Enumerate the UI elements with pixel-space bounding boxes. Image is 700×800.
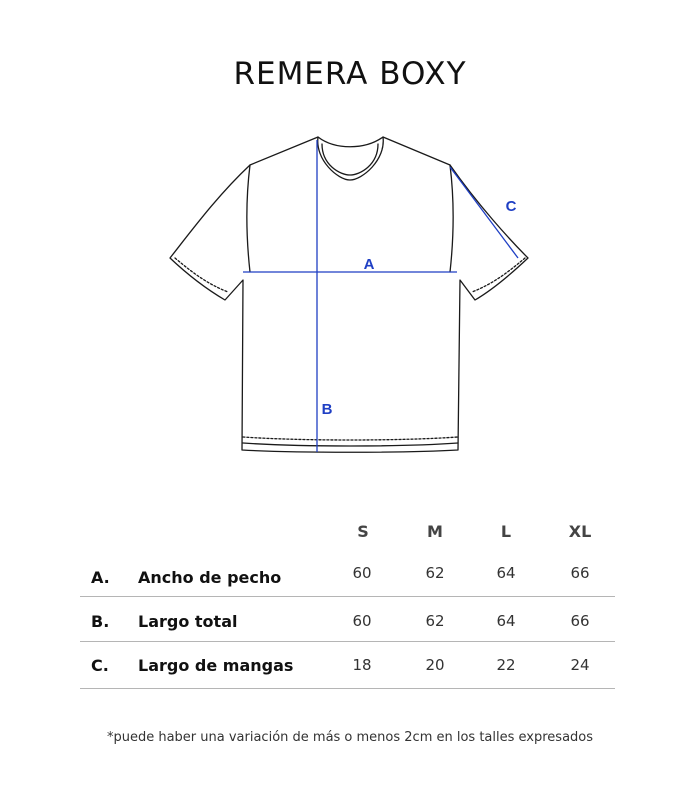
row-value-m: 20 bbox=[425, 656, 445, 674]
row-label: Largo de mangas bbox=[138, 656, 294, 675]
row-value-xl: 24 bbox=[570, 656, 590, 674]
size-header-l: L bbox=[500, 522, 512, 541]
row-label: Largo total bbox=[138, 612, 238, 631]
size-header-s: S bbox=[357, 522, 369, 541]
row-letter: C. bbox=[91, 656, 109, 675]
size-header-xl: XL bbox=[568, 522, 592, 541]
sleeve-hem-left bbox=[175, 258, 228, 292]
row-value-xl: 66 bbox=[570, 612, 590, 630]
measure-label-a: A bbox=[363, 256, 375, 273]
row-value-xl: 66 bbox=[570, 564, 590, 582]
table-row-b bbox=[80, 605, 615, 649]
row-value-m: 62 bbox=[425, 612, 445, 630]
measure-label-c: C bbox=[505, 198, 517, 215]
bottom-hem-line bbox=[243, 443, 458, 446]
row-letter: B. bbox=[91, 612, 110, 631]
row-value-m: 62 bbox=[425, 564, 445, 582]
row-label: Ancho de pecho bbox=[138, 568, 282, 587]
shirt-outline bbox=[170, 137, 528, 452]
measure-label-b: B bbox=[321, 401, 333, 418]
row-value-s: 18 bbox=[352, 656, 372, 674]
row-divider bbox=[80, 596, 615, 597]
row-value-l: 22 bbox=[496, 656, 516, 674]
row-value-s: 60 bbox=[352, 564, 372, 582]
row-divider bbox=[80, 688, 615, 689]
footnote: *puede haber una variación de más o menos 2cm en los talles expresados bbox=[106, 730, 594, 745]
row-value-s: 60 bbox=[352, 612, 372, 630]
row-value-l: 64 bbox=[496, 564, 516, 582]
page-title: REMERA BOXY bbox=[233, 56, 467, 92]
row-divider bbox=[80, 641, 615, 642]
row-letter: A. bbox=[91, 568, 110, 587]
table-row-c bbox=[80, 649, 615, 693]
row-value-l: 64 bbox=[496, 612, 516, 630]
shoulder-seam-left bbox=[247, 165, 250, 272]
bottom-hem-stitch bbox=[243, 437, 458, 440]
collar-outer bbox=[318, 137, 384, 180]
table-row-a bbox=[80, 560, 615, 604]
sleeve-hem-right bbox=[472, 258, 525, 292]
shoulder-seam-right bbox=[450, 165, 453, 272]
size-header-m: M bbox=[427, 522, 443, 541]
